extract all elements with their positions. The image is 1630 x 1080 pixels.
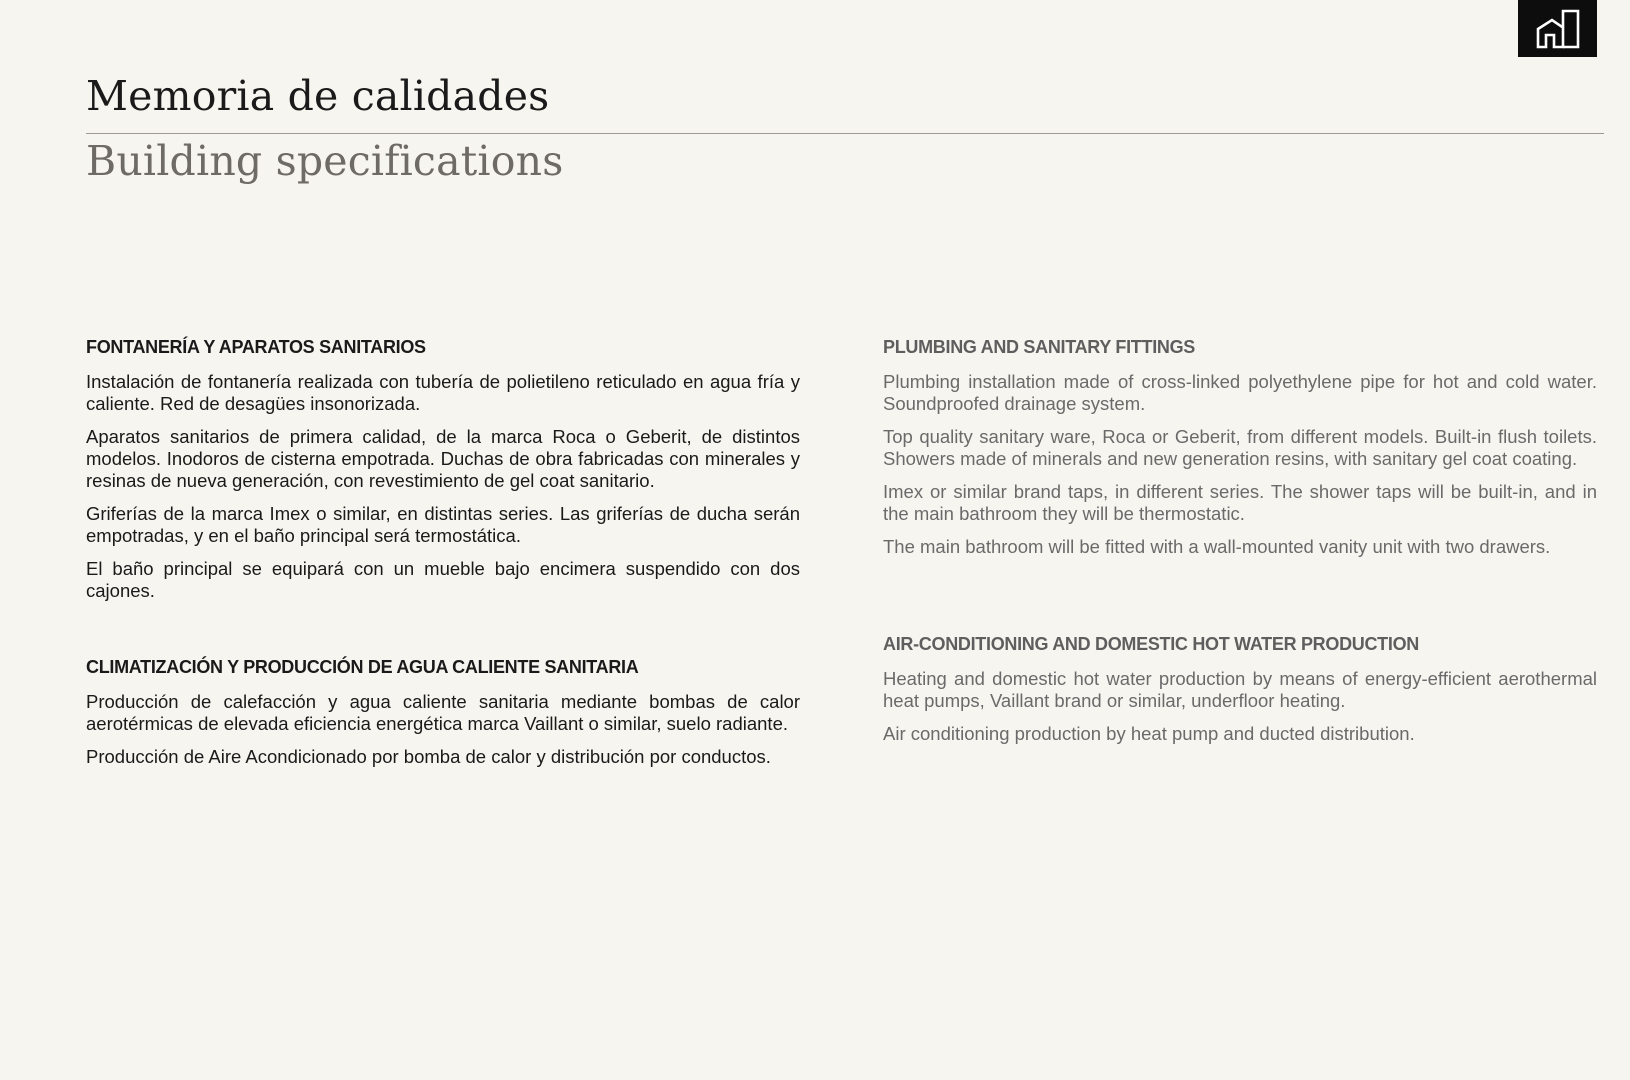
section-title: AIR-CONDITIONING AND DOMESTIC HOT WATER PRODUCTION <box>883 634 1419 654</box>
section-plumbing-en <box>883 336 1597 558</box>
paragraph: Imex or similar brand taps, in different series. The shower taps will be built-in, and in the main bathroom they will be thermostatic. <box>883 481 1597 524</box>
paragraph: Instalación de fontanería realizada con tubería de polietileno reticulado en agua fría y caliente. Red de desagües insonorizada. <box>86 371 800 414</box>
section-title: PLUMBING AND SANITARY FITTINGS <box>883 337 1195 357</box>
paragraph: The main bathroom will be fitted with a wall-mounted vanity unit with two drawers. <box>883 536 1551 557</box>
house-outline-icon <box>1536 9 1580 49</box>
paragraph: Plumbing installation made of cross-linked polyethylene pipe for hot and cold water. Soundproofed drainage system. <box>883 371 1597 414</box>
paragraph: Producción de calefacción y agua caliente sanitaria mediante bombas de calor aerotérmicas de elevada eficiencia energética marca Vaillant o similar, suelo radiante. <box>86 691 800 734</box>
section-title: CLIMATIZACIÓN Y PRODUCCIÓN DE AGUA CALIENTE SANITARIA <box>86 657 639 677</box>
section-climate-es <box>86 656 800 768</box>
paragraph: Producción de Aire Acondicionado por bomba de calor y distribución por conductos. <box>86 746 771 767</box>
paragraph: Air conditioning production by heat pump and ducted distribution. <box>883 723 1415 744</box>
paragraph: Top quality sanitary ware, Roca or Geberit, from different models. Built-in flush toilets. Showers made of minerals and new generation resins, with sanitary gel coat coating. <box>883 426 1597 469</box>
brand-logo <box>1518 0 1597 57</box>
paragraph: Griferías de la marca Imex o similar, en distintas series. Las griferías de ducha serán empotradas, y en el baño principal será termostática. <box>86 503 800 546</box>
section-climate-en <box>883 633 1597 745</box>
paragraph: El baño principal se equipará con un mueble bajo encimera suspendido con dos cajones. <box>86 558 800 601</box>
page-title-es: Memoria de calidades <box>86 72 550 120</box>
paragraph: Aparatos sanitarios de primera calidad, de la marca Roca o Geberit, de distintos modelos. Inodoros de cisterna empotrada. Duchas de obra fabricadas con minerales y resinas de nueva generación, con revestimiento de gel coat sanitario. <box>86 426 800 491</box>
title-divider <box>86 133 1604 134</box>
paragraph: Heating and domestic hot water production by means of energy-efficient aerothermal heat pumps, Vaillant brand or similar, underfloor heating. <box>883 668 1597 711</box>
page-title-en: Building specifications <box>86 137 564 185</box>
section-plumbing-es <box>86 336 800 602</box>
section-title: FONTANERÍA Y APARATOS SANITARIOS <box>86 337 426 357</box>
